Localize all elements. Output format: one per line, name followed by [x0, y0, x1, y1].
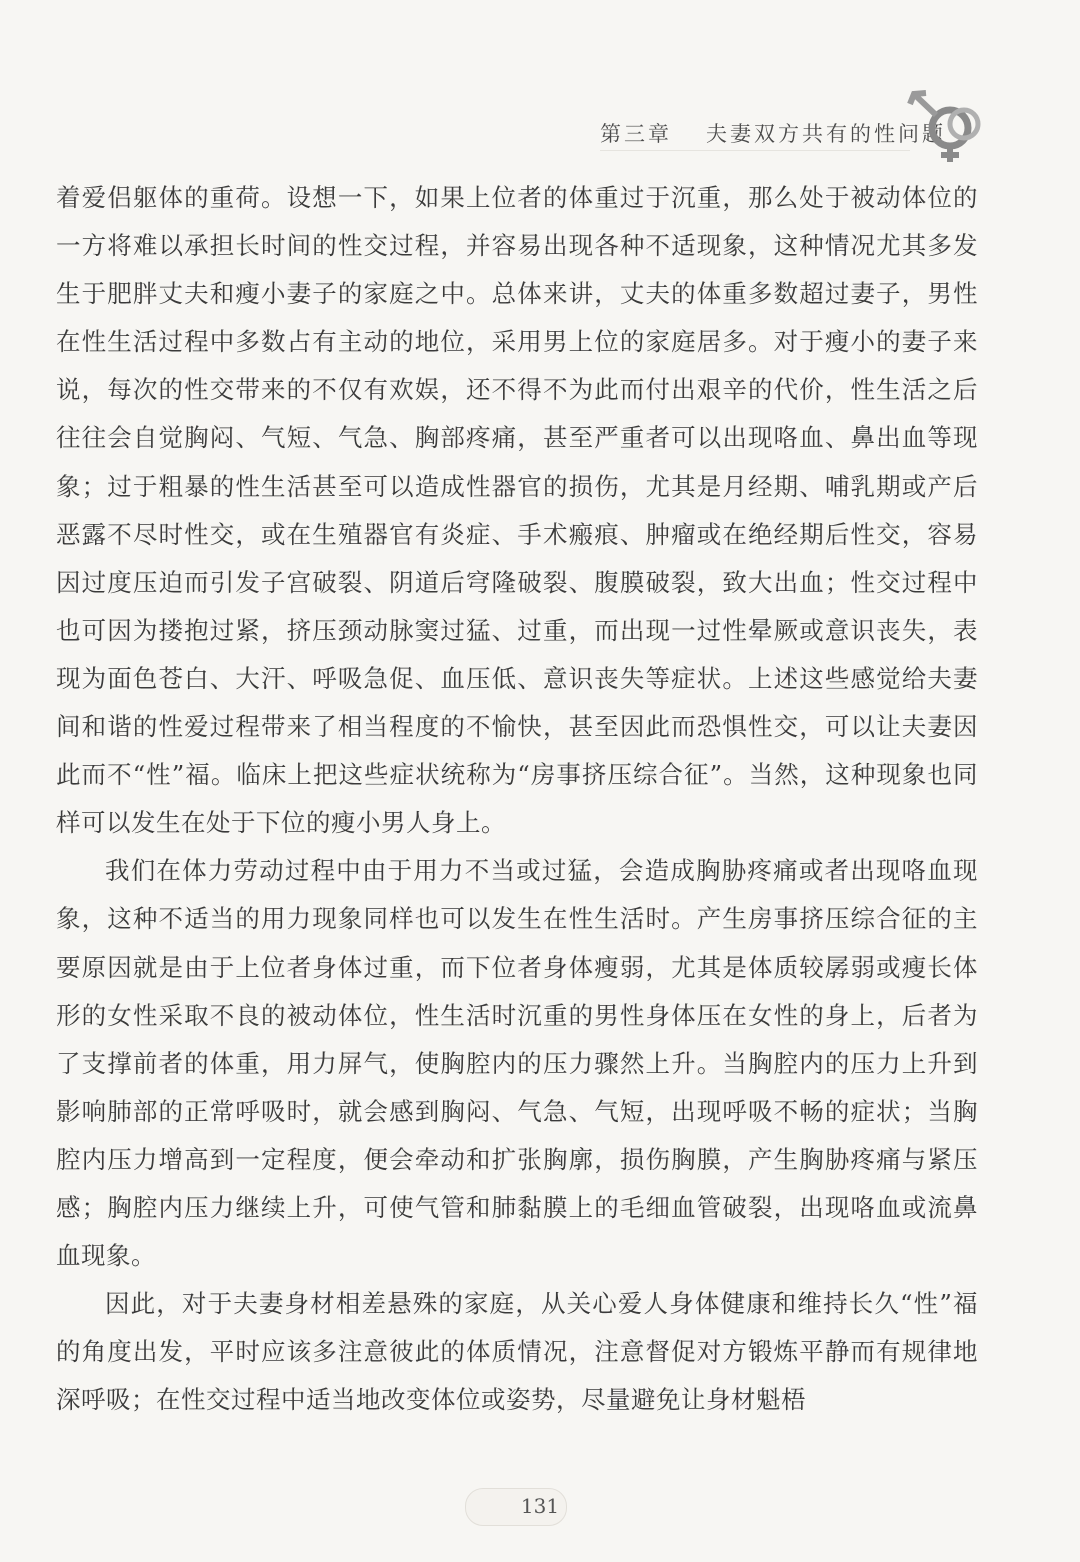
running-header [600, 118, 946, 148]
chapter-title: 夫妻双方共有的性问题 [706, 122, 946, 146]
page-number: 131 [520, 1494, 560, 1518]
header-divider [600, 150, 910, 151]
gender-symbol-icon [906, 88, 986, 164]
paragraph: 我们在体力劳动过程中由于用力不当或过猛，会造成胸胁疼痛或者出现咯血现象，这种不适当的用力现象同样也可以发生在性生活时。产生房事挤压综合征的主要原因就是由于上位者身体过重，而下位者身体瘦弱，尤其是体质较孱弱或瘦长体形的女性采取不良的被动体位，性生活时沉重的男性身体压在女性的身上，后者为了支撑前者的体重，用力屏气，使胸腔内的压力骤然上升。当胸腔内的压力上升到影响肺部的正常呼吸时，就会感到胸闷、气急、气短，出现呼吸不畅的症状；当胸腔内压力增高到一定程度，便会牵动和扩张胸廓，损伤胸膜，产生胸胁疼痛与紧压感；胸腔内压力继续上升，可使气管和肺黏膜上的毛细血管破裂，出现咯血或流鼻血现象。 [56, 856, 978, 1271]
paragraph: 因此，对于夫妻身材相差悬殊的家庭，从关心爱人身体健康和维持长久“性”福的角度出发，平时应该多注意彼此的体质情况，注意督促对方锻炼平静而有规律地深呼吸；在性交过程中适当地改变体位或姿势，尽量避免让身材魁梧 [56, 1289, 978, 1415]
body-text [56, 174, 978, 1424]
chapter-label: 第三章 [600, 122, 672, 146]
paragraph: 着爱侣躯体的重荷。设想一下，如果上位者的体重过于沉重，那么处于被动体位的一方将难以承担长时间的性交过程，并容易出现各种不适现象，这种情况尤其多发生于肥胖丈夫和瘦小妻子的家庭之中。总体来讲，丈夫的体重多数超过妻子，男性在性生活过程中多数占有主动的地位，采用男上位的家庭居多。对于瘦小的妻子来说，每次的性交带来的不仅有欢娱，还不得不为此而付出艰辛的代价，性生活之后往往会自觉胸闷、气短、气急、胸部疼痛，甚至严重者可以出现咯血、鼻出血等现象；过于粗暴的性生活甚至可以造成性器官的损伤，尤其是月经期、哺乳期或产后恶露不尽时性交，或在生殖器官有炎症、手术瘢痕、肿瘤或在绝经期后性交，容易因过度压迫而引发子宫破裂、阴道后穹隆破裂、腹膜破裂，致大出血；性交过程中也可因为搂抱过紧，挤压颈动脉窦过猛、过重，而出现一过性晕厥或意识丧失，表现为面色苍白、大汗、呼吸急促、血压低、意识丧失等症状。上述这些感觉给夫妻间和谐的性爱过程带来了相当程度的不愉快，甚至因此而恐惧性交，可以让夫妻因此而不“性”福。临床上把这些症状统称为“房事挤压综合征”。当然，这种现象也同样可以发生在处于下位的瘦小男人身上。 [56, 183, 978, 838]
